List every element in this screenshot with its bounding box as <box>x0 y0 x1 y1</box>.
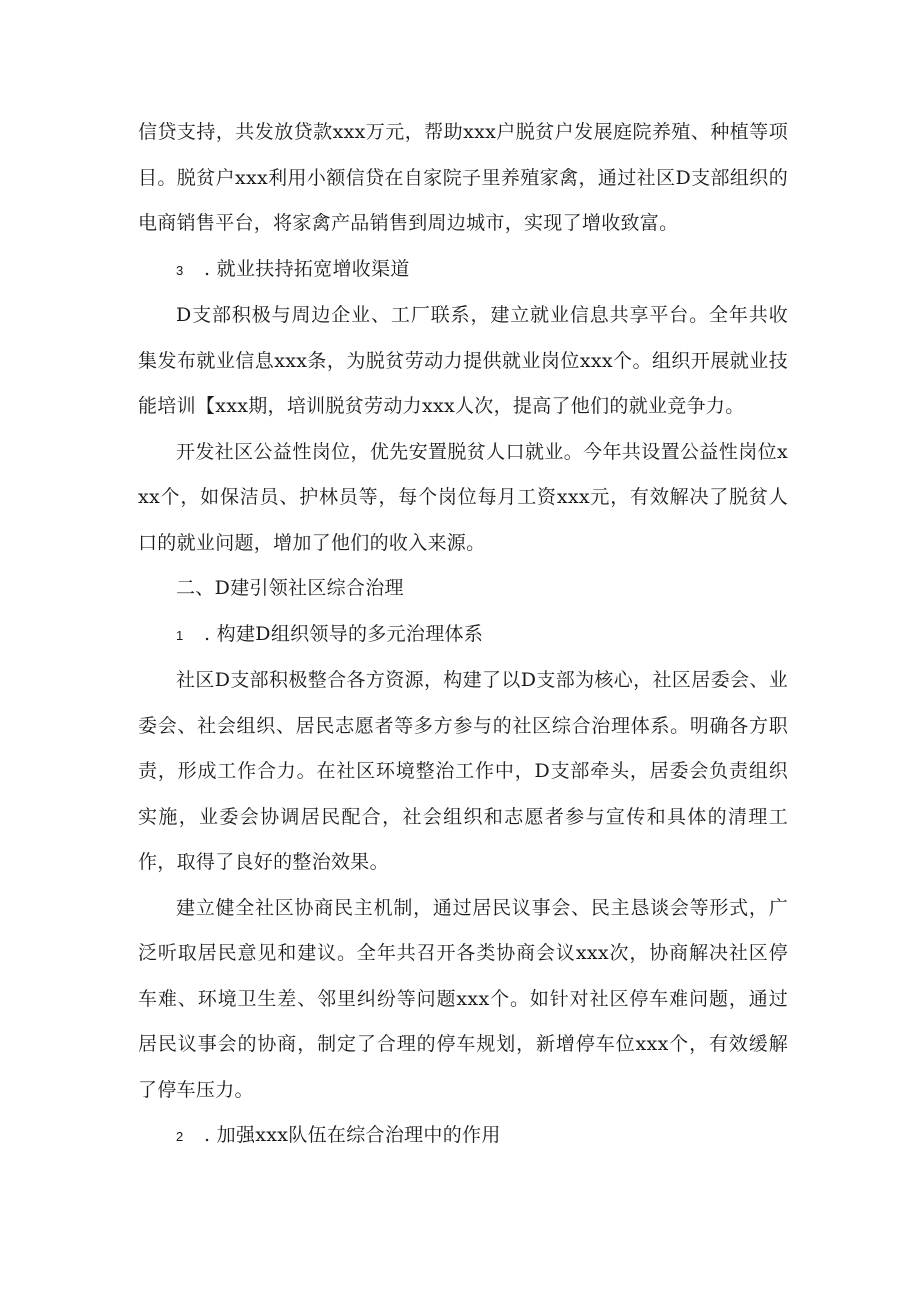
section-heading-governance-system <box>138 612 788 659</box>
heading-number: 3 <box>176 262 184 278</box>
paragraph-credit-support: 信贷支持，共发放贷款xxx万元，帮助xxx户脱贫户发展庭院养殖、种植等项目。脱贫户xxx利用小额信贷在自家院子里养殖家禽，通过社区D支部组织的电商销售平台，将家禽产品销售到周边城市，实现了增收致富。 <box>138 121 788 234</box>
paragraph-consultation-mechanism: 建立健全社区协商民主机制，通过居民议事会、民主恳谈会等形式，广泛听取居民意见和建议。全年共召开各类协商会议xxx次，协商解决社区停车难、环境卫生差、邻里纠纷等问题xxx个。如针对社区停车难问题，通过居民议事会的协商，制定了合理的停车规划，新增停车位xxx个，有效缓解了停车压力。 <box>138 896 788 1101</box>
heading-number: 2 <box>176 1129 184 1144</box>
paragraph-public-welfare-jobs: 开发社区公益性岗位，优先安置脱贫人口就业。今年共设置公益性岗位xxx个，如保洁员、护林员等，每个岗位每月工资xxx元，有效解决了脱贫人口的就业问题，增加了他们的收入来源。 <box>138 440 788 554</box>
paragraph-employment-platform: D支部积极与周边企业、工厂联系，建立就业信息共享平台。全年共收集发布就业信息xxx条，为脱贫劳动力提供就业岗位xxx个。组织开展就业技能培训【xxx期，培训脱贫劳动力xxx人次，提高了他们的就业竞争力。 <box>138 304 788 417</box>
heading-text: . 就业扶持拓宽增收渠道 <box>204 257 410 280</box>
heading-number: 1 <box>176 627 184 643</box>
heading-text: . 构建D组织领导的多元治理体系 <box>204 622 484 645</box>
document-body <box>138 110 788 1160</box>
paragraph-governance-system: 社区D支部积极整合各方资源，构建了以D支部为核心，社区居委会、业委会、社会组织、居民志愿者等多方参与的社区综合治理体系。明确各方职责，形成工作合力。在社区环境整治工作中，D支部牵头，居委会负责组织实施，业委会协调居民配合，社会组织和志愿者参与宣传和具体的清理工作，取得了良好的整治效果。 <box>138 669 788 873</box>
section-heading-employment-support <box>138 247 788 294</box>
heading-text: . 加强xxx队伍在综合治理中的作用 <box>204 1124 501 1146</box>
section-heading-team-role <box>138 1113 788 1160</box>
chapter-heading-community-governance: 二、D建引领社区综合治理 <box>176 577 404 599</box>
